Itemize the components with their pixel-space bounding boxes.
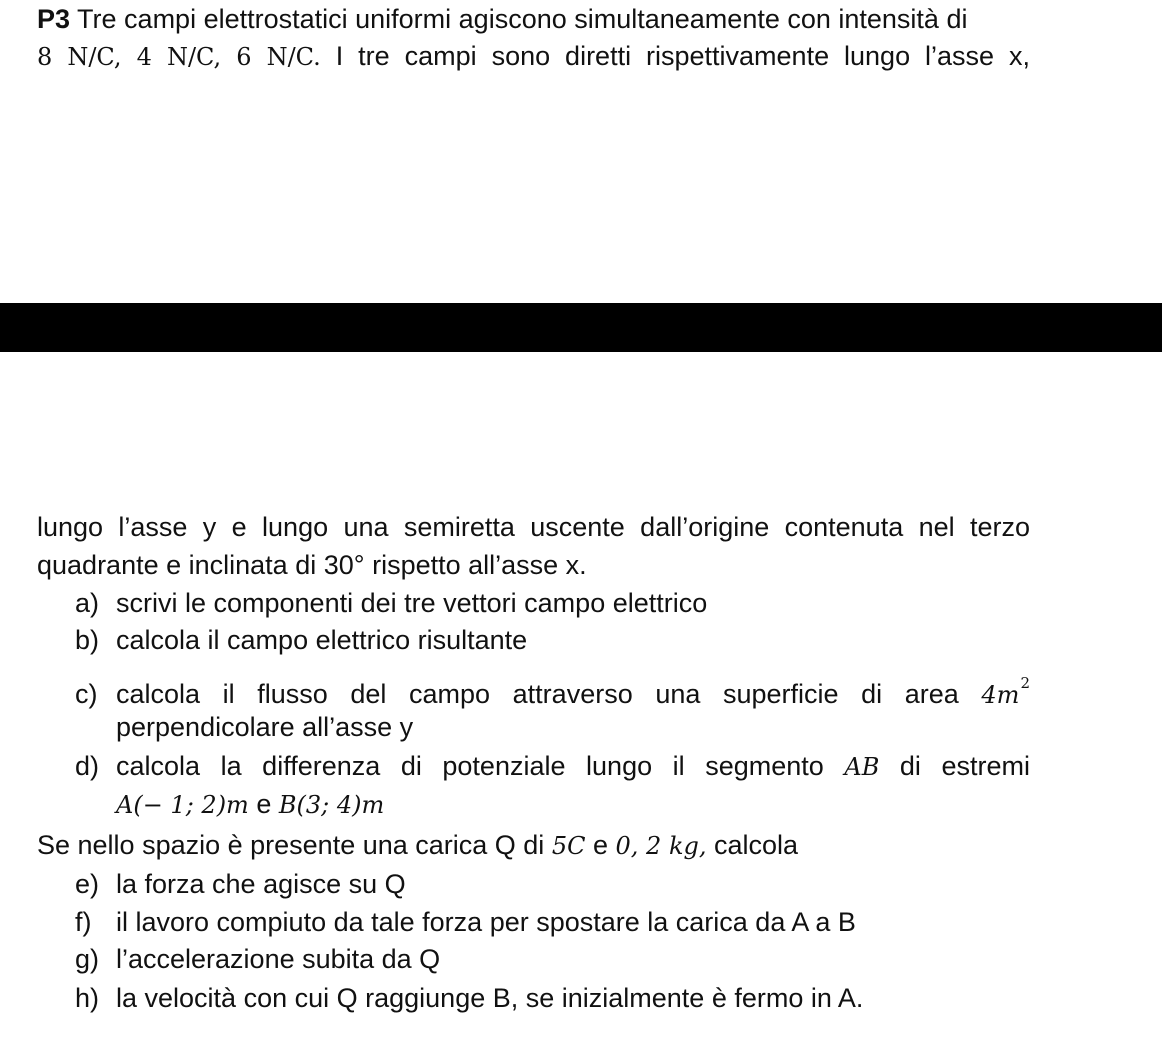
intro-text-2: I tre campi sono diretti rispettivamente lungo l’asse x,	[335, 41, 1030, 71]
question-d-cont	[116, 788, 384, 821]
question-label: d)	[75, 751, 100, 781]
conjunction: e	[256, 789, 272, 819]
question-g	[75, 943, 440, 975]
cont-text-1: lungo l’asse y e lungo una semiretta uscente dall’origine contenuta nel terzo	[37, 512, 1030, 542]
cont-text-2b: rispetto all’asse x.	[372, 550, 587, 580]
point-a: A(− 1; 2)m	[116, 791, 249, 819]
question-text: l’accelerazione subita da Q	[116, 944, 441, 974]
problem-cont-line-1	[37, 511, 1030, 543]
charge-text-a: Se nello spazio è presente una carica Q di	[37, 830, 545, 860]
angle-value: 30°	[323, 550, 365, 580]
charge-conj: e	[592, 830, 609, 860]
question-label: a)	[75, 588, 100, 618]
area-base: 4m	[981, 681, 1020, 709]
problem-id: P3	[37, 4, 71, 34]
area-value	[981, 674, 1030, 709]
question-b	[75, 624, 527, 656]
question-label: f)	[75, 907, 92, 937]
question-label: b)	[75, 625, 100, 655]
question-f	[75, 906, 856, 938]
question-a	[75, 587, 707, 619]
area-exponent: 2	[1020, 674, 1030, 692]
question-text: scrivi le componenti dei tre vettori campo elettrico	[116, 588, 708, 618]
question-e	[75, 868, 406, 900]
question-c	[75, 673, 1030, 711]
segment-name: AB	[844, 753, 880, 781]
point-b: B(3; 4)m	[278, 791, 385, 819]
charge-value: 5C	[551, 832, 586, 860]
redaction-bar	[0, 303, 1162, 352]
problem-intro-line-1	[37, 3, 967, 35]
question-h	[75, 982, 863, 1014]
cont-text-2a: quadrante e inclinata di	[37, 550, 317, 580]
field-intensities: 8 N/C, 4 N/C, 6 N/C.	[37, 43, 321, 71]
question-label: c)	[75, 679, 98, 709]
question-text: la forza che agisce su Q	[116, 869, 406, 899]
question-text: il lavoro compiuto da tale forza per spostare la carica da A a B	[116, 907, 856, 937]
question-d	[75, 750, 1030, 783]
charge-line	[37, 829, 798, 862]
problem-intro-line-2	[37, 40, 1030, 73]
question-label: g)	[75, 944, 100, 974]
charge-text-b: calcola	[714, 830, 799, 860]
question-text-2: di estremi	[899, 751, 1030, 781]
mass-value: 0, 2 kg,	[615, 832, 707, 860]
intro-text-1: Tre campi elettrostatici uniformi agiscono simultaneamente con intensità di	[77, 4, 968, 34]
question-c-cont	[116, 711, 413, 743]
question-text: la velocità con cui Q raggiunge B, se inizialmente è fermo in A.	[116, 983, 864, 1013]
question-text: calcola la differenza di potenziale lungo il segmento	[116, 751, 824, 781]
question-text: calcola il flusso del campo attraverso una superficie di area	[116, 679, 959, 709]
question-label: h)	[75, 983, 100, 1013]
question-text-cont: perpendicolare all’asse y	[116, 712, 414, 742]
question-label: e)	[75, 869, 100, 899]
problem-cont-line-2	[37, 549, 587, 581]
question-text: calcola il campo elettrico risultante	[116, 625, 528, 655]
